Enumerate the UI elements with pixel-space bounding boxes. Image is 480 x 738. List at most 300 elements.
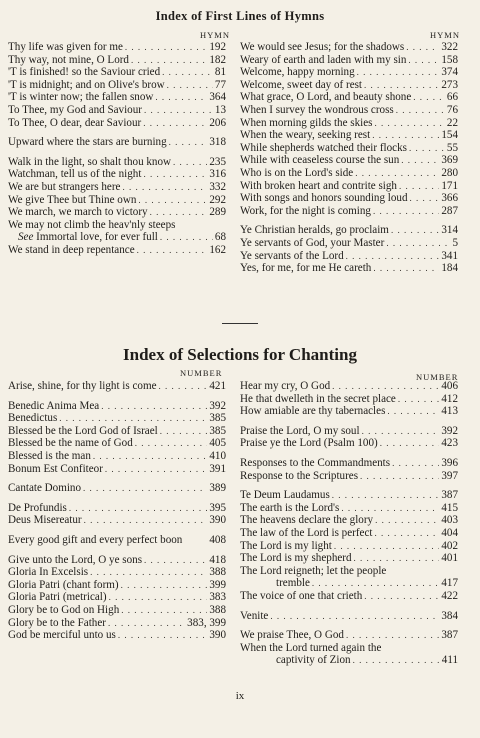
entry-number: 411 <box>441 654 458 667</box>
index-entry <box>240 41 458 54</box>
entry-title: The law of the Lord is perfect <box>240 526 373 539</box>
entry-title: To Thee, my God and Saviour <box>8 103 142 116</box>
entry-number: 341 <box>441 249 458 262</box>
entry-number: 318 <box>209 136 226 149</box>
spacer <box>240 217 458 224</box>
leader-dots <box>122 181 207 194</box>
leader-dots <box>105 463 207 476</box>
entry-title: When I survey the wondrous cross <box>240 103 394 116</box>
leader-dots <box>69 502 208 515</box>
index-entry <box>240 577 458 590</box>
entry-number: 77 <box>214 78 226 91</box>
leader-dots <box>398 393 439 406</box>
entry-title: tremble <box>276 577 310 590</box>
entry-title: What grace, O Lord, and beauty shone <box>240 91 412 104</box>
entry-number: 383 <box>209 591 226 604</box>
entry-title: Blessed is the man <box>8 449 91 462</box>
entry-number: 390 <box>209 514 226 527</box>
entry-title: Weary of earth and laden with my sin <box>240 53 407 66</box>
leader-dots <box>362 425 440 438</box>
entry-number: 397 <box>441 469 458 482</box>
index-entry <box>8 168 226 181</box>
leader-dots <box>160 425 208 438</box>
entry-number: 206 <box>209 116 226 129</box>
entry-title: With songs and honors sounding loud <box>240 192 408 205</box>
entry-title: Responses to the Commandments <box>240 456 391 469</box>
entry-title: Cantate Domino <box>8 482 82 495</box>
entry-title: Benedictus <box>8 412 58 425</box>
index-entry <box>240 79 458 92</box>
entry-title: The voice of one that crieth <box>240 589 363 602</box>
chants-right-column <box>240 380 458 667</box>
index-entry <box>8 219 226 232</box>
entry-title: Thy way, not mine, O Lord <box>8 53 129 66</box>
entry-number: 384 <box>441 609 458 622</box>
entry-title: 'T is finished! so the Saviour cried <box>8 66 161 79</box>
index-entry <box>8 41 226 54</box>
leader-dots <box>143 168 207 181</box>
index-entry <box>240 237 458 250</box>
entry-title: God be merciful unto us <box>8 629 116 642</box>
index-entry <box>240 629 458 642</box>
index-entry <box>240 425 458 438</box>
leader-dots <box>93 450 207 463</box>
leader-dots <box>160 231 213 244</box>
entry-title: Ye servants of the Lord <box>240 249 344 262</box>
entry-number: 364 <box>209 91 226 104</box>
index-entry <box>240 610 458 623</box>
entry-number: 182 <box>209 53 226 66</box>
leader-dots <box>406 41 439 54</box>
index-entry <box>8 412 226 425</box>
index-entry <box>240 262 458 275</box>
entry-number: 421 <box>209 380 226 392</box>
index-entry <box>8 79 226 92</box>
spacer <box>8 393 226 400</box>
index-entry <box>240 167 458 180</box>
entry-title: Gloria Patri (chant form) <box>8 578 119 591</box>
leader-dots <box>84 514 208 527</box>
entry-title: When the weary, seeking rest <box>240 129 371 142</box>
entry-number: 55 <box>446 141 458 154</box>
entry-number: 322 <box>441 41 458 53</box>
index-entry <box>8 437 226 450</box>
leader-dots <box>364 79 439 92</box>
entry-number: 402 <box>441 539 458 552</box>
entry-title: Bonum Est Confiteor <box>8 462 103 475</box>
chants-index-title: Index of Selections for Chanting <box>123 345 357 364</box>
leader-dots <box>380 437 440 450</box>
leader-dots <box>312 577 439 590</box>
index-entry <box>240 91 458 104</box>
entry-number: 415 <box>441 501 458 514</box>
entry-number: 235 <box>209 155 226 168</box>
entry-number: 316 <box>209 168 226 181</box>
leader-dots <box>375 514 439 527</box>
hymns-right-column <box>240 41 458 275</box>
leader-dots <box>354 552 440 565</box>
leader-dots <box>121 579 208 592</box>
index-entry <box>8 400 226 413</box>
index-entry <box>8 579 226 592</box>
spacer <box>240 622 458 629</box>
index-entry <box>8 181 226 194</box>
leader-dots <box>167 79 213 92</box>
chants-right-col-label: NUMBER <box>416 372 459 382</box>
entry-number: 314 <box>441 224 458 237</box>
entry-title: We praise Thee, O God <box>240 629 344 642</box>
entry-title: We march, we march to victory <box>8 206 148 219</box>
entry-title: With broken heart and contrite sigh <box>240 179 397 192</box>
leader-dots <box>373 205 439 218</box>
entry-number: 192 <box>209 41 226 53</box>
index-entry <box>8 117 226 130</box>
hymns-left-col-label: HYMN <box>200 30 230 40</box>
leader-dots <box>353 654 440 667</box>
page-number: ix <box>235 690 245 702</box>
leader-dots <box>375 117 445 130</box>
index-entry <box>240 540 458 553</box>
entry-number: 388 <box>209 603 226 616</box>
index-entry <box>240 66 458 79</box>
entry-title: Arise, shine, for thy light is come <box>8 380 157 392</box>
entry-number: 412 <box>441 392 458 405</box>
entry-number: 392 <box>441 424 458 437</box>
leader-dots <box>392 457 439 470</box>
leader-dots <box>121 604 207 617</box>
entry-title: Welcome, happy morning <box>240 66 355 79</box>
leader-dots <box>173 156 207 169</box>
entry-title: He that dwelleth in the secret place <box>240 392 396 405</box>
entry-title: The Lord reigneth; let the people <box>240 564 387 577</box>
entry-title: Work, for the night is coming <box>240 204 371 217</box>
entry-title: The earth is the Lord's <box>240 501 340 514</box>
entry-number: 76 <box>446 103 458 116</box>
index-entry <box>240 142 458 155</box>
index-entry <box>240 129 458 142</box>
leader-dots <box>413 91 445 104</box>
leader-dots <box>355 167 439 180</box>
index-entry <box>240 654 458 667</box>
index-entry <box>8 206 226 219</box>
index-entry <box>8 534 226 547</box>
entry-number: 369 <box>441 154 458 167</box>
leader-dots <box>144 104 213 117</box>
index-entry <box>240 405 458 418</box>
spacer <box>240 450 458 457</box>
entry-title: 'T is winter now; the fallen snow <box>8 91 154 104</box>
leader-dots <box>346 250 440 263</box>
index-entry <box>8 380 226 393</box>
spacer <box>8 475 226 482</box>
leader-dots <box>409 142 445 155</box>
leader-dots <box>399 180 439 193</box>
entry-title: Welcome, sweet day of rest <box>240 78 363 91</box>
entry-number: 154 <box>441 129 458 142</box>
entry-title: Upward where the stars are burning <box>8 136 167 149</box>
index-entry <box>240 54 458 67</box>
index-entry <box>8 104 226 117</box>
leader-dots <box>159 380 208 393</box>
entry-number: 401 <box>441 552 458 565</box>
leader-dots <box>59 412 207 425</box>
leader-dots <box>270 610 439 623</box>
entry-number: 390 <box>209 629 226 642</box>
leader-dots <box>372 129 439 142</box>
index-entry <box>8 591 226 604</box>
entry-title: Every good gift and every perfect boon <box>8 533 183 546</box>
entry-title: De Profundis <box>8 501 67 514</box>
index-entry <box>240 527 458 540</box>
entry-title: Te Deum Laudamus <box>240 489 330 502</box>
entry-number: 287 <box>441 204 458 217</box>
entry-number: 423 <box>441 437 458 450</box>
entry-title: Ye Christian heralds, go proclaim <box>240 224 389 237</box>
entry-number: 81 <box>214 66 226 79</box>
leader-dots <box>83 482 207 495</box>
spacer <box>8 149 226 156</box>
index-entry <box>240 565 458 578</box>
entry-number: 5 <box>452 236 458 249</box>
index-entry <box>8 66 226 79</box>
leader-dots <box>108 617 185 630</box>
index-entry <box>240 437 458 450</box>
index-entry <box>8 194 226 207</box>
spacer <box>8 495 226 502</box>
entry-number: 184 <box>441 262 458 275</box>
leader-dots <box>386 237 450 250</box>
entry-number: 289 <box>209 206 226 219</box>
entry-number: 410 <box>209 449 226 462</box>
entry-number: 417 <box>441 577 458 590</box>
entry-title: Who is on the Lord's side <box>240 166 354 179</box>
chants-left-column <box>8 380 226 642</box>
entry-title: Gloria Patri (metrical) <box>8 591 107 604</box>
leader-dots <box>125 41 207 54</box>
entry-title: When the Lord turned again the <box>240 641 382 654</box>
index-entry <box>240 154 458 167</box>
entry-number: 406 <box>441 380 458 392</box>
entry-number: 66 <box>446 91 458 104</box>
leader-dots <box>374 527 439 540</box>
entry-number: 366 <box>441 192 458 205</box>
hymns-right-col-label: HYMN <box>430 30 460 40</box>
entry-number: 396 <box>441 456 458 469</box>
entry-title: Ye servants of God, your Master <box>240 236 385 249</box>
spacer <box>240 482 458 489</box>
leader-dots <box>410 192 440 205</box>
leader-dots <box>408 54 439 67</box>
index-entry <box>240 552 458 565</box>
leader-dots <box>341 502 439 515</box>
index-entry <box>8 482 226 495</box>
index-entry <box>240 590 458 603</box>
entry-title: captivity of Zion <box>276 654 351 667</box>
hymns-index-title: Index of First Lines of Hymns <box>155 9 325 23</box>
index-entry <box>240 502 458 515</box>
index-entry <box>240 104 458 117</box>
index-entry <box>8 629 226 642</box>
index-entry <box>8 54 226 67</box>
entry-title: Glory be to God on High <box>8 603 120 616</box>
spacer <box>240 603 458 610</box>
entry-number: 385 <box>209 412 226 425</box>
entry-number: 387 <box>441 629 458 642</box>
chants-left-col-label: NUMBER <box>180 368 223 378</box>
entry-number: 292 <box>209 193 226 206</box>
entry-title: When morning gilds the skies <box>240 116 373 129</box>
leader-dots <box>373 262 439 275</box>
index-entry <box>240 205 458 218</box>
entry-title: Yes, for me, for me He careth <box>240 262 372 275</box>
section-divider <box>222 323 258 324</box>
leader-dots <box>131 54 207 67</box>
spacer <box>240 418 458 425</box>
entry-title: Thy life was given for me <box>8 41 123 53</box>
entry-title: While with ceaseless course the sun <box>240 154 400 167</box>
entry-title: Watchman, tell us of the night <box>8 168 142 181</box>
entry-number: 388 <box>209 566 226 579</box>
entry-number: 158 <box>441 53 458 66</box>
entry-number: 13 <box>214 103 226 116</box>
entry-number: 22 <box>446 116 458 129</box>
spacer <box>8 547 226 554</box>
entry-title: We would see Jesus; for the shadows <box>240 41 405 53</box>
entry-title: Give unto the Lord, O ye sons <box>8 553 143 566</box>
leader-dots <box>391 224 439 237</box>
index-entry <box>8 231 226 244</box>
index-entry <box>8 554 226 567</box>
leader-dots <box>135 437 208 450</box>
index-entry <box>240 642 458 655</box>
entry-title: The Lord is my light <box>240 539 332 552</box>
index-entry <box>8 91 226 104</box>
entry-title: The Lord is my shepherd <box>240 552 352 565</box>
entry-title: Benedic Anima Mea <box>8 399 100 412</box>
leader-dots <box>334 540 440 553</box>
entry-title: The heavens declare the glory <box>240 514 374 527</box>
entry-number: 162 <box>209 243 226 256</box>
entry-number: 389 <box>209 482 226 495</box>
leader-dots <box>332 489 440 502</box>
index-entry <box>240 117 458 130</box>
leader-dots <box>109 591 208 604</box>
leader-dots <box>144 554 207 567</box>
leader-dots <box>138 194 207 207</box>
index-entry <box>240 380 458 393</box>
index-entry <box>8 566 226 579</box>
hymns-left-column <box>8 41 226 257</box>
entry-title: Response to the Scriptures <box>240 469 359 482</box>
entry-title: 'T is midnight; and on Olive's brow <box>8 78 165 91</box>
entry-title: Praise the Lord, O my soul <box>240 424 360 437</box>
index-entry <box>8 502 226 515</box>
entry-number: 392 <box>209 399 226 412</box>
entry-title: Hear my cry, O God <box>240 380 331 392</box>
entry-title: Venite <box>240 609 269 622</box>
entry-number: 280 <box>441 166 458 179</box>
leader-dots <box>155 91 207 104</box>
index-entry <box>240 393 458 406</box>
leader-dots <box>364 590 439 603</box>
entry-number: 68 <box>214 231 226 244</box>
entry-number: 383, 399 <box>187 616 226 629</box>
leader-dots <box>332 380 439 393</box>
leader-dots <box>143 117 207 130</box>
leader-dots <box>169 136 208 149</box>
leader-dots <box>118 629 208 642</box>
index-entry <box>240 192 458 205</box>
index-entry <box>8 514 226 527</box>
entry-number: 395 <box>209 501 226 514</box>
leader-dots <box>150 206 208 219</box>
spacer <box>8 129 226 136</box>
leader-dots <box>346 629 439 642</box>
entry-title: Glory be to the Father <box>8 616 106 629</box>
index-entry <box>8 604 226 617</box>
leader-dots <box>162 66 213 79</box>
index-entry <box>8 425 226 438</box>
entry-number: 418 <box>209 553 226 566</box>
entry-title: Blessed be the name of God <box>8 437 133 450</box>
index-entry <box>8 244 226 257</box>
entry-number: 385 <box>209 424 226 437</box>
entry-number: 422 <box>441 589 458 602</box>
entry-number: 405 <box>209 437 226 450</box>
leader-dots <box>90 566 207 579</box>
entry-title: While shepherds watched their flocks <box>240 141 407 154</box>
entry-number: 399 <box>209 578 226 591</box>
index-entry <box>8 617 226 630</box>
entry-number: 273 <box>441 78 458 91</box>
entry-title: To Thee, O dear, dear Saviour <box>8 116 142 129</box>
entry-title: We are but strangers here <box>8 180 121 193</box>
entry-number: 387 <box>441 489 458 502</box>
index-entry <box>8 136 226 149</box>
entry-title: See Immortal love, for ever full <box>18 231 158 244</box>
spacer <box>8 527 226 534</box>
entry-number: 413 <box>441 405 458 418</box>
leader-dots <box>360 470 439 483</box>
entry-title: How amiable are thy tabernacles <box>240 405 386 418</box>
entry-title: Gloria In Excelsis <box>8 566 89 579</box>
entry-title: We may not climb the heav'nly steeps <box>8 218 176 231</box>
leader-dots <box>401 154 439 167</box>
entry-title: Deus Misereatur <box>8 514 82 527</box>
entry-title: Praise ye the Lord (Psalm 100) <box>240 437 378 450</box>
index-entry <box>240 457 458 470</box>
index-entry <box>8 450 226 463</box>
index-entry <box>240 250 458 263</box>
entry-number: 171 <box>441 179 458 192</box>
entry-number: 403 <box>441 514 458 527</box>
index-entry <box>240 470 458 483</box>
entry-number: 332 <box>209 180 226 193</box>
entry-title: Walk in the light, so shalt thou know <box>8 155 172 168</box>
leader-dots <box>137 244 208 257</box>
leader-dots <box>357 66 440 79</box>
index-entry <box>8 156 226 169</box>
index-entry <box>240 224 458 237</box>
index-entry <box>8 463 226 476</box>
index-entry <box>240 489 458 502</box>
entry-number: 404 <box>441 526 458 539</box>
entry-number: 374 <box>441 66 458 79</box>
leader-dots <box>387 405 439 418</box>
entry-number: 391 <box>209 462 226 475</box>
leader-dots <box>101 400 207 413</box>
entry-title: We give Thee but Thine own <box>8 193 137 206</box>
